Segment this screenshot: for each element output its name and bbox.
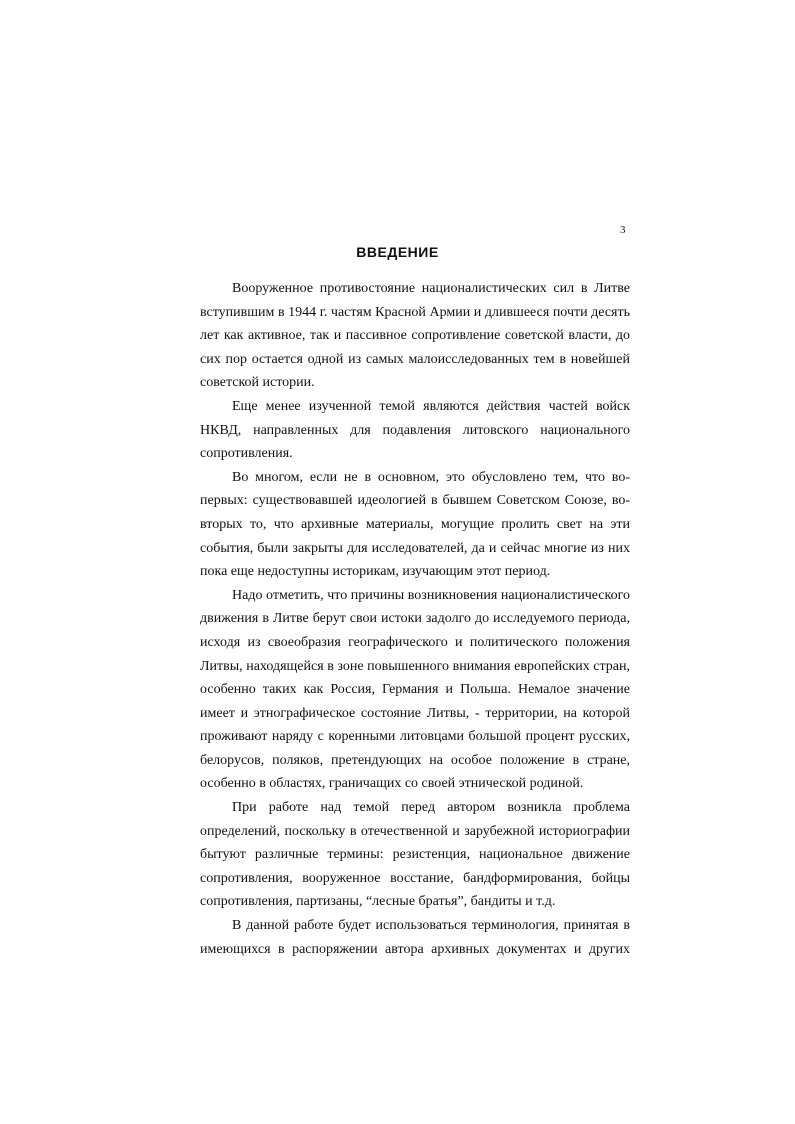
paragraph-3: Во многом, если не в основном, это обусловлено тем, что во-первых: существовавшей идеологией в бывшем Советском Союзе, во-вторых то, что архивные материалы, могущие пролить свет на эти события, были закрыты для исследователей, да и сейчас многие из них пока еще недоступны историкам, изучающим этот период. <box>200 469 630 580</box>
page-number: 3 <box>620 224 626 236</box>
paragraph-2: Еще менее изученной темой являются действия частей войск НКВД, направленных для подавления литовского национального сопротивления. <box>200 398 630 462</box>
paragraph-1: Вооруженное противостояние националистических сил в Литве вступившим в 1944 г. частям Красной Армии и длившееся почти десять лет как активное, так и пассивное сопротивление советской власти, до сих пор остается одной из самых малоисследованных тем в новейшей советской истории. <box>200 281 630 391</box>
section-heading: ВВЕДЕНИЕ <box>356 244 439 260</box>
paragraph-6: В данной работе будет использоваться терминология, принятая в имеющихся в распоряжении автора архивных документах и других <box>200 918 630 957</box>
paragraph-5: При работе над темой перед автором возникла проблема определений, поскольку в отечественной и зарубежной историографии бытуют различные термины: резистенция, национальное движение сопротивления, вооруженное восстание, бандформирования, бойцы сопротивления, партизаны, “лесные братья”, бандиты и т.д. <box>200 800 630 910</box>
paragraph-4: Надо отметить, что причины возникновения националистического движения в Литве берут свои истоки задолго до исследуемого периода, исходя из своеобразия географического и политического положения Литвы, находящейся в зоне повышенного внимания европейских стран, особенно таких как Россия, Германия и Польша. Немалое значение имеет и этнографическое состояние Литвы, - территории, на которой проживают наряду с коренными литовцами большой процент русских, белорусов, поляков, претендующих на особое положение в стране, особенно в областях, граничащих со своей этнической родиной. <box>200 587 630 792</box>
body-text <box>200 277 630 961</box>
